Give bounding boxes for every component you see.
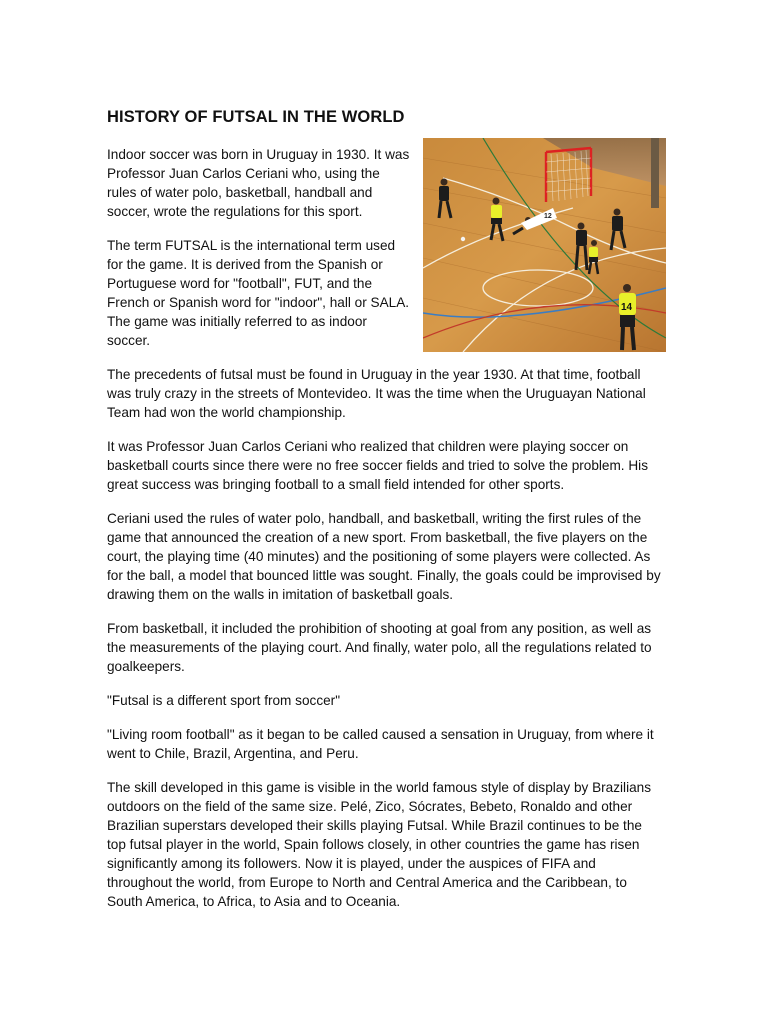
paragraph-precedents: The precedents of futsal must be found in Uruguay in the year 1930. At that time, football was truly crazy in the streets of Montevideo. It was the time when the Uruguayan National Team had won the world championship. <box>107 367 646 420</box>
paragraph-skill: The skill developed in this game is visible in the world famous style of display by Brazilians outdoors on the field of the same size. Pelé, Zico, Sócrates, Bebeto, Ronaldo and other Brazilian superstars developed their skills playing Futsal. While Brazil continues to be the top futsal player in the world, Spain follows closely, in other countries the game has risen significantly among its followers. Now it is played, under the auspices of FIFA and throughout the world, from Europe to North and Central America and the Caribbean, to South America, to Africa, to Asia and to Oceania. <box>107 780 652 909</box>
futsal-match-photo <box>423 138 666 352</box>
paragraph-rules: Ceriani used the rules of water polo, handball, and basketball, writing the first rules of the game that announced the creation of a new sport. From basketball, the five players on the court, the playing time (40 minutes) and the positioning of some players were collected. As for the ball, a model that bounced little was sought. Finally, the goals could be improvised by drawing them on the walls in imitation of basketball goals. <box>107 511 661 602</box>
goalkeeper-jersey-number: 12 <box>544 213 552 220</box>
paragraph-living-room: "Living room football" as it began to be called caused a sensation in Uruguay, from where it went to Chile, Brazil, Argentina, and Peru. <box>107 727 654 761</box>
document-body <box>107 145 663 926</box>
paragraph-basketball: From basketball, it included the prohibition of shooting at goal from any position, as well as the measurements of the playing court. And finally, water polo, all the regulations related to goalkeepers. <box>107 621 652 674</box>
paragraph-term: The term FUTSAL is the international term used for the game. It is derived from the Spanish or Portuguese word for "football", FUT, and the French or Spanish word for "indoor", hall or SALA. The game was initially referred to as indoor soccer. <box>107 238 410 348</box>
paragraph-origin: Indoor soccer was born in Uruguay in 1930. It was Professor Juan Carlos Ceriani who, using the rules of water polo, basketball, handball and soccer, wrote the regulations for this sport. <box>107 147 410 219</box>
paragraph-ceriani: It was Professor Juan Carlos Ceriani who realized that children were playing soccer on basketball courts since there were no free soccer fields and tried to solve the problem. His great success was bringing football to a small field intended for other sports. <box>107 439 648 492</box>
document-title: HISTORY OF FUTSAL IN THE WORLD <box>107 108 405 126</box>
paragraph-quote: "Futsal is a different sport from soccer" <box>107 693 341 708</box>
player-jersey-number: 14 <box>621 302 633 313</box>
